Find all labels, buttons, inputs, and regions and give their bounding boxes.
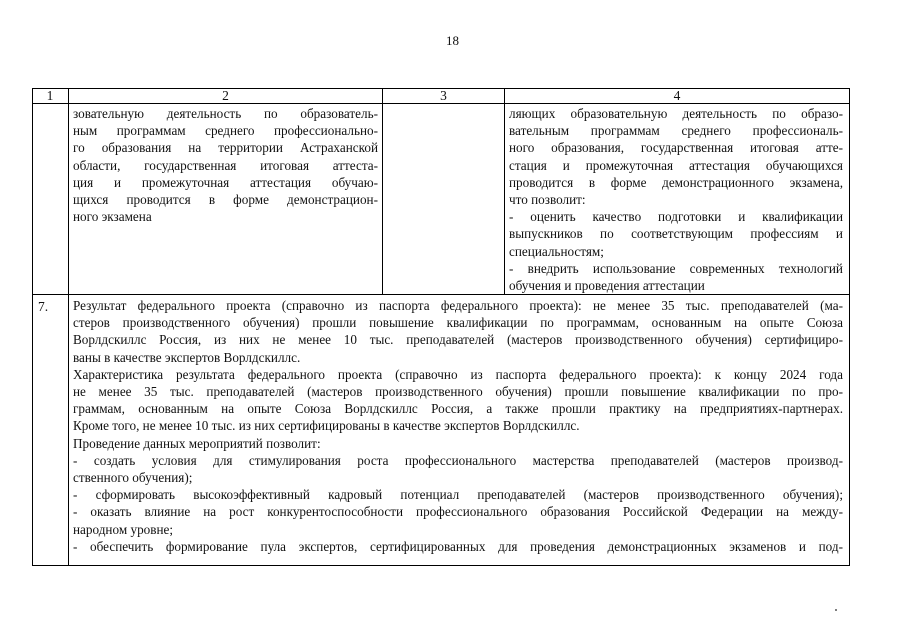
cell-line: ция и промежуточная аттестация обучаю- (73, 174, 378, 190)
cell-line: Ворлдскиллс Россия, из них не менее 10 тыс. преподавателей (мастеров производственного обучения) сертифициро- (73, 332, 843, 348)
cell-col4-continued (509, 105, 843, 294)
cell-line: - оказать влияние на рост конкурентоспособности профессионального образования Российской Федерации на между- (73, 504, 843, 520)
table-left-border (32, 88, 33, 566)
table-right-border (849, 88, 850, 566)
cell-line: народном уровне; (73, 521, 174, 537)
table-bottom-border (32, 565, 850, 566)
cell-line: обучения и проведения аттестации (509, 278, 705, 294)
cell-line: - сформировать высокоэффективный кадровый потенциал преподавателей (мастеров производственного обучения); (73, 487, 843, 503)
cell-line: специальностям; (509, 243, 604, 259)
col3-divider (504, 88, 505, 295)
cell-col2-continued (73, 105, 378, 225)
header-col2: 2 (222, 88, 229, 103)
page-number: 18 (446, 33, 459, 48)
cell-line: щихся проводится в форме демонстрацион- (73, 192, 378, 208)
scan-speck (835, 609, 837, 611)
cell-line: Кроме того, не менее 10 тыс. из них сертифицированы в качестве экспертов Ворлдскиллс. (73, 418, 580, 434)
cell-line: ного экзамена (73, 209, 152, 225)
cell-line: зовательную деятельность по образователь- (73, 106, 378, 121)
cell-line: Характеристика результата федерального проекта (справочно из паспорта федерального проекта): к концу 2024 года (73, 366, 843, 382)
header-col3: 3 (440, 88, 447, 103)
cell-line: не менее 35 тыс. преподавателей (мастеров производственного обучения) прошли повышение квалификации по про- (73, 384, 843, 400)
cell-line: стация и промежуточная аттестация обучающихся (509, 157, 843, 173)
cell-line: - создать условия для стимулирования роста профессионального мастерства преподавателей (мастеров производ- (73, 452, 843, 468)
cell-line: ным программам среднего профессионально- (73, 123, 378, 139)
cell-line: ваны в качестве экспертов Ворлдскиллс. (73, 349, 301, 365)
header-col1: 1 (46, 88, 54, 103)
cell-line: выпускников по соответствующим профессиям и (509, 226, 843, 242)
cell-line: го образования на территории Астраханской (73, 140, 378, 156)
cell-line: проводится в форме демонстрационного экзамена, (509, 174, 843, 190)
row-7-number: 7. (38, 299, 49, 314)
cell-line: Результат федерального проекта (справочно из паспорта федерального проекта): не менее 35 тыс. преподавателей (ма- (73, 298, 843, 313)
cell-line: граммам, основанным на опыте Союза Ворлдскиллс Россия, а также прошли практику на предприятиях-партнерах. (73, 401, 843, 417)
col2-divider (382, 88, 383, 295)
cell-line: Проведение данных мероприятий позволит: (73, 435, 321, 451)
col1-divider (68, 88, 69, 566)
document-table (32, 88, 850, 566)
cell-line: ляющих образовательную деятельность по образо- (509, 106, 843, 121)
row-7-text (73, 297, 843, 555)
cell-line: стеров производственного обучения) прошли повышение квалификации по программам, основанным на опыте Союза (73, 315, 843, 331)
cell-line: - оценить качество подготовки и квалификации (509, 209, 843, 225)
cell-line: ственного обучения); (73, 470, 193, 486)
cell-line: области, государственная итоговая аттеста- (73, 157, 378, 173)
cell-line: вательным программам среднего профессиональ- (509, 123, 843, 139)
header-col4: 4 (673, 88, 681, 103)
cell-line: что позволит: (509, 192, 586, 208)
cell-line: ного образования, государственная итоговая атте- (509, 140, 843, 156)
cell-line: - обеспечить формирование пула экспертов, сертифицированных для проведения демонстрационных экзаменов и под- (73, 538, 843, 554)
cell-line: - внедрить использование современных технологий (509, 260, 843, 276)
header-bottom-border (32, 103, 850, 104)
